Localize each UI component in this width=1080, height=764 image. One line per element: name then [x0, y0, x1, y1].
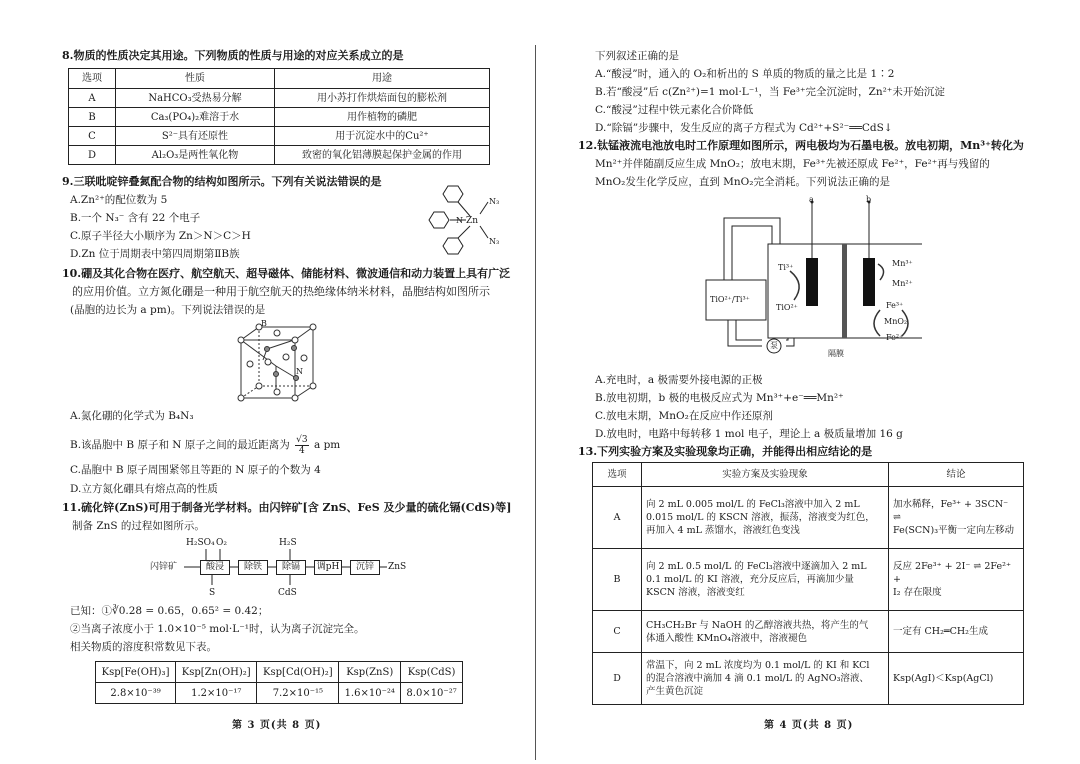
q10-option-a: A.氮化硼的化学式为 B₄N₃	[70, 410, 194, 422]
cell: Al₂O₃是两性氧化物	[116, 146, 275, 165]
plan-line: 0.1 mol/L 的 KI 溶液，充分反应后，再滴加少量	[646, 574, 854, 585]
ksp-header: Ksp[Cd(OH)₂]	[257, 662, 339, 683]
zn-label: Zn	[466, 216, 479, 226]
table-row	[69, 127, 490, 146]
q11-option-c: C.“酸浸”过程中铁元素化合价降低	[595, 104, 754, 116]
zns-process-flowchart	[150, 535, 410, 601]
table-row	[69, 89, 490, 108]
n-atom-label: N	[296, 367, 303, 376]
cell: 用小苏打作烘焙面包的膨松剂	[275, 89, 490, 108]
q11-known-3: 相关物质的溶度积常数见下表。	[70, 641, 217, 653]
q10-option-c: C.晶胞中 B 原子周围紧邻且等距的 N 原子的个数为 4	[70, 464, 321, 476]
conclusion-line: I₂ 存在限度	[893, 587, 942, 598]
q13-header-conclusion: 结论	[889, 463, 1024, 487]
cell: B	[69, 108, 116, 127]
cell: Ca₃(PO₄)₂难溶于水	[116, 108, 275, 127]
cell: 致密的氧化铝薄膜起保护金属的作用	[275, 146, 490, 165]
table-row	[69, 146, 490, 165]
b-atom-label: B	[261, 319, 267, 328]
table-row	[69, 108, 490, 127]
conclusion-line: Ksp(AgI)＜Ksp(AgCl)	[893, 673, 994, 684]
step-acid-leach: 酸浸	[200, 560, 230, 575]
page-3	[0, 0, 535, 764]
plan-line: 向 2 mL 0.5 mol/L 的 FeCl₃溶液中逐滴加入 2 mL	[646, 561, 867, 572]
h2so4-input: H₂SO₄	[186, 538, 215, 548]
cell: C	[69, 127, 116, 146]
numerator: √3	[296, 434, 308, 445]
ksp-value: 1.2×10⁻¹⁷	[176, 683, 257, 704]
page-4	[536, 0, 1080, 764]
conclusion-line: 加水稀释，Fe³⁺ + 3SCN⁻ ⇌	[893, 499, 1009, 523]
electrode-a-label: a	[809, 195, 814, 204]
ksp-header: Ksp(CdS)	[401, 662, 463, 683]
cell-plan	[642, 653, 889, 705]
conclusion-line: 一定有 CH₂═CH₂生成	[893, 626, 988, 637]
page-footer: 第 3 页(共 8 页)	[232, 720, 322, 731]
h2s-input: H₂S	[279, 538, 297, 548]
cell: NaHCO₃受热易分解	[116, 89, 275, 108]
conclusion-line: Fe(SCN)₃平衡一定向左移动	[893, 525, 1015, 536]
q13-table	[592, 462, 1024, 705]
q8-header-property: 性质	[116, 69, 275, 89]
q12-stem-line2: Mn²⁺并伴随副反应生成 MnO₂；放电末期，Fe³⁺先被还原成 Fe²⁺，Fe²⁺再与残留的	[595, 158, 990, 170]
q9-option-b: B.一个 N₃⁻ 含有 22 个电子	[70, 212, 201, 224]
step-precipitate-zinc: 沉锌	[350, 560, 380, 575]
ksp-header: Ksp[Zn(OH)₂]	[176, 662, 257, 683]
table-row	[593, 611, 1024, 653]
q9-option-d: D.Zn 位于周期表中第四周期第ⅡB族	[70, 248, 240, 260]
q11-known-1: 已知：①∛0.28 = 0.65，0.65² = 0.42；	[70, 605, 269, 617]
cell: 用作植物的磷肥	[275, 108, 490, 127]
tio2-label: TiO²⁺	[776, 303, 798, 312]
q10-stem-line3: (晶胞的边长为 a pm)。下列说法错误的是	[70, 304, 266, 316]
table-row	[593, 653, 1024, 705]
ksp-value: 7.2×10⁻¹⁵	[257, 683, 339, 704]
flow-end: ZnS	[388, 562, 407, 572]
ksp-value: 8.0×10⁻²⁷	[401, 683, 463, 704]
q11-known-2: ②当离子浓度小于 1.0×10⁻⁵ mol·L⁻¹时，认为离子沉淀完全。	[70, 623, 365, 635]
table-row	[593, 549, 1024, 611]
q12-stem-line1: 12.钛锰液流电池放电时工作原理如图所示，两电极均为石墨电极。放电初期，Mn³⁺转化为	[578, 139, 1024, 152]
q8-header-option: 选项	[69, 69, 116, 89]
q11-option-a: A.“酸浸”时，通入的 O₂和析出的 S 单质的物质的量之比是 1∶2	[595, 68, 895, 80]
cds-output: CdS	[278, 588, 297, 598]
cell-conclusion	[889, 653, 1024, 705]
mno2-label: MnO₂	[884, 317, 908, 326]
table-row	[593, 487, 1024, 549]
q12-option-c: C.放电末期，MnO₂在反应中作还原剂	[595, 410, 773, 422]
q12-option-b: B.放电初期，b 极的电极反应式为 Mn³⁺+e⁻══Mn²⁺	[595, 392, 844, 404]
q11-option-d: D.“除镉”步骤中，发生反应的离子方程式为 Cd²⁺+S²⁻══CdS↓	[595, 122, 893, 134]
cell-conclusion	[889, 549, 1024, 611]
ti3-label: Ti³⁺	[778, 263, 794, 272]
conclusion-line: 反应 2Fe³⁺ + 2I⁻ ⇌ 2Fe²⁺ +	[893, 561, 1011, 585]
n-label: N	[456, 216, 463, 225]
plan-line: CH₃CH₂Br 与 NaOH 的乙醇溶液共热，将产生的气	[646, 619, 869, 631]
step-remove-cadmium: 除镉	[276, 560, 306, 575]
ksp-header: Ksp(ZnS)	[339, 662, 401, 683]
cell: 用于沉淀水中的Cu²⁺	[275, 127, 490, 146]
q12-option-d: D.放电时，电路中每转移 1 mol 电子，理论上 a 极质量增加 16 g	[595, 428, 903, 440]
denominator: 4	[299, 445, 305, 456]
cell: B	[593, 549, 642, 611]
cell: C	[593, 611, 642, 653]
flow-arrows-icon	[150, 535, 410, 601]
membrane-label: 隔膜	[828, 349, 844, 358]
q13-stem: 13.下列实验方案及实验现象均正确，并能得出相应结论的是	[578, 445, 873, 458]
q9-option-a: A.Zn²⁺的配位数为 5	[70, 194, 168, 206]
cell: D	[593, 653, 642, 705]
cell-plan	[642, 487, 889, 549]
cell-conclusion	[889, 487, 1024, 549]
table-row	[96, 683, 463, 704]
step-remove-iron: 除铁	[238, 560, 268, 575]
cell: S²⁻具有还原性	[116, 127, 275, 146]
q10-option-b	[70, 432, 340, 458]
mn2-label: Mn²⁺	[892, 279, 913, 288]
ksp-header: Ksp[Fe(OH)₃]	[96, 662, 176, 683]
q8-header-use: 用途	[275, 69, 490, 89]
o2-input: O₂	[216, 538, 227, 548]
plan-line: 0.015 mol/L 的 KSCN 溶液，振荡，溶液变为红色，	[646, 512, 875, 523]
plan-line: 再加入 4 mL 蒸馏水，溶液红色变浅	[646, 525, 800, 536]
flow-start: 闪锌矿	[150, 562, 178, 572]
q10-option-b-unit: a pm	[313, 439, 341, 451]
cell: D	[69, 146, 116, 165]
q10-option-d: D.立方氮化硼具有熔点高的性质	[70, 483, 218, 495]
pump-label: 泵	[770, 341, 778, 350]
fraction	[295, 435, 308, 456]
plan-line: 的混合溶液中滴加 4 滴 0.1 mol/L 的 AgNO₃溶液、	[646, 673, 869, 684]
n3-ligand-2: N₃	[489, 237, 500, 246]
q13-header-option: 选项	[593, 463, 642, 487]
plan-line: 产生黄色沉淀	[646, 686, 704, 697]
ksp-value: 2.8×10⁻³⁹	[96, 683, 176, 704]
tank-label: TiO²⁺/Ti³⁺	[710, 295, 750, 304]
q11-option-b: B.若“酸浸”后 c(Zn²⁺)=1 mol·L⁻¹，当 Fe³⁺完全沉淀时，Zn²⁺未开始沉淀	[595, 86, 945, 98]
plan-line: 向 2 mL 0.005 mol/L 的 FeCl₃溶液中加入 2 mL	[646, 499, 860, 510]
zn-complex-structure-figure	[428, 182, 508, 262]
q10-stem-line1: 10.硼及其化合物在医疗、航空航天、超导磁体、储能材料、微波通信和动力装置上具有广泛	[62, 267, 511, 280]
step-adjust-ph: 调pH	[314, 560, 342, 575]
flow-battery-diagram	[702, 196, 922, 366]
q9-option-c: C.原子半径大小顺序为 Zn＞N＞C＞H	[70, 230, 251, 242]
q12-stem-line3: MnO₂发生化学反应，直到 MnO₂完全消耗。下列说法正确的是	[595, 176, 890, 188]
q9-stem: 9.三联吡啶锌叠氮配合物的结构如图所示。下列有关说法错误的是	[62, 175, 382, 188]
electrode-b-label: b	[866, 195, 872, 204]
q8-stem: 8.物质的性质决定其用途。下列物质的性质与用途的对应关系成立的是	[62, 49, 404, 62]
plan-line: 体通入酸性 KMnO₄溶液中，溶液褪色	[646, 632, 808, 644]
q13-header-plan: 实验方案及实验现象	[642, 463, 889, 487]
n3-ligand-1: N₃	[489, 197, 500, 206]
plan-line: KSCN 溶液，溶液变红	[646, 587, 745, 598]
ksp-value: 1.6×10⁻²⁴	[339, 683, 401, 704]
ksp-table	[95, 661, 463, 704]
page-footer: 第 4 页(共 8 页)	[764, 720, 854, 731]
fe3-label: Fe³⁺	[886, 301, 904, 310]
s-output: S	[209, 588, 216, 598]
q10-option-b-text: B.该晶胞中 B 原子和 N 原子之间的最近距离为	[70, 439, 290, 451]
plan-line: 常温下，向 2 mL 浓度均为 0.1 mol/L 的 KI 和 KCl	[646, 660, 870, 671]
cell: A	[69, 89, 116, 108]
cell-plan	[642, 611, 889, 653]
cell-plan	[642, 549, 889, 611]
q11-stem-line2: 制备 ZnS 的过程如图所示。	[72, 520, 205, 532]
fe2-label: Fe²⁺	[886, 333, 904, 342]
q11-cont-stem: 下列叙述正确的是	[595, 50, 679, 62]
boron-nitride-unit-cell-figure	[236, 319, 320, 404]
q11-stem-line1: 11.硫化锌(ZnS)可用于制备光学材料。由闪锌矿[含 ZnS、FeS 及少量的硫化镉(CdS)等]	[62, 501, 512, 514]
cell-conclusion	[889, 611, 1024, 653]
q8-table	[68, 68, 490, 165]
q10-stem-line2: 的应用价值。立方氮化硼是一种用于航空航天的热绝缘体纳米材料，晶胞结构如图所示	[72, 285, 490, 298]
mn3-label: Mn³⁺	[892, 259, 913, 268]
unit-cell-icon	[236, 322, 320, 404]
q12-option-a: A.充电时，a 极需要外接电源的正极	[595, 374, 763, 386]
cell: A	[593, 487, 642, 549]
